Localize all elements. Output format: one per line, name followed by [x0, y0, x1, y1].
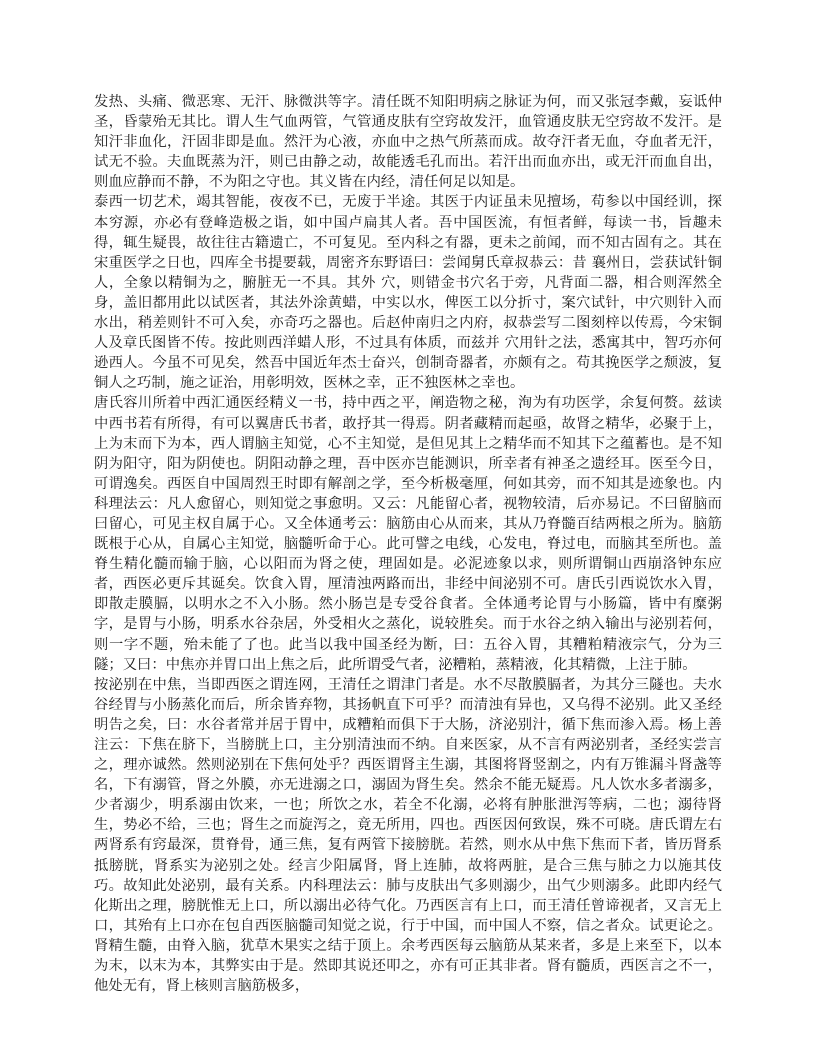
paragraph-4: 按泌别在中焦，当即西医之谓连网，王清任之谓津门者是。水不尽散膜膈者，为其分三隧也。夫水谷经胃与小肠蒸化而后，所余皆弃物，其扬帆直下可乎？而清浊有异也，又乌得不泌别。此又圣经明告之矣，曰：水谷者常并居于胃中，成糟粕而俱下于大肠，济泌别汁，循下焦而渗入焉。杨上善注云：下焦在脐下，当膀胱上口，主分别清浊而不纳。自来医家，从不言有两泌别者，圣经实尝言之，理亦诚然。然则泌别在下焦何处乎？西医谓肾主生溺，其图将肾竖割之，内有万锥漏斗肾盏等名，下有溺管，肾之外膜，亦无进溺之口，溺固为肾生矣。然余不能无疑焉。凡人饮水多者溺多，少者溺少，明系溺由饮来，一也；所饮之水，若全不化溺，必将有肿胀泄泻等病，二也；溺待肾生，势必不给，三也；肾生之而旋泻之，竟无所用，四也。西医因何致误，殊不可晓。唐氏谓左右两肾系有窍最深，贯脊骨，通三焦，复有两管下接膀胱。若然，则水从中焦下焦而下者，皆历肾系抵膀胱，肾系实为泌别之处。经言少阳属肾，肾上连肺，故将两脏，是合三焦与肺之力以施其伎巧。故知此处泌别，最有关系。内科理法云：肺与皮肤出气多则溺少，出气少则溺多。此即内经气化斯出之理，膀胱惟无上口，所以溺出必待气化。乃西医言有上口，而王清任曾谛视者，又言无上口，其殆有上口亦在包自西医脑髓司知觉之说，行于中国，而中国人不察，信之者众。试更论之。肾精生髓，由脊入脑，犹草木果实之结于顶上。余考西医每云脑筋从某来者，多是上来至下，以本为末，以末为本，其弊实由于是。然即其说还叩之，亦有可正其非者。肾有髓质，西医言之不一，他处无有，肾上核则言脑筋极多， — [94, 676, 722, 995]
paragraph-1: 发热、头痛、微恶寒、无汗、脉微洪等字。清任既不知阳明病之脉证为何，而又张冠李戴，妄诋仲圣，昏蒙殆无其比。谓人生气血两管，气管通皮肤有空窍故发汗，血管通皮肤无空窍故不发汗。是知汗非血化，汗固非即是血。然汗为心液，亦血中之热气所蒸而成。故夺汗者无血，夺血者无汗，试无不验。夫血既蒸为汗，则已由静之动，故能透毛孔而出。若汗出而血亦出，或无汗而血自出，则血应静而不静，不为阳之守也。其义皆在内经，清任何足以知是。 — [94, 94, 722, 191]
paragraph-3: 唐氏容川所着中西汇通医经精义一书，持中西之平，阐造物之秘，洵为有功医学，余复何赘。兹读中西书若有所得，有可以翼唐氏书者，敢抒其一得焉。阴者藏精而起亟，故肾之精华，必聚于上，上为末而下为本，西人谓脑主知觉，心不主知觉，是但见其上之精华而不知其下之蕴蓄也。是不知阴为阳守，阳为阴使也。阴阳动静之理，吾中医亦岂能测识，所幸者有神圣之遗经耳。医至今日，可谓逸矣。西医自中国周烈王时即有解剖之学，至今析极毫厘，何如其旁，而不知其是迹象也。内科理法云：凡人愈留心，则知觉之事愈明。又云：凡能留心者，视物较清，后亦易记。不曰留脑而曰留心，可见主权自属于心。又全体通考云：脑筋由心从而来，其从乃脊髓百结两根之所为。脑筋既根于心从，自属心主知觉，脑髓听命于心。此可譬之电线，心发电，脊过电，而脑其至所也。盖脊生精化髓而输于脑，心以阳而为肾之使，理固如是。必泥迹象以求，则所谓铜山西崩洛钟东应者，西医必更斥其诞矣。饮食入胃，厘清浊两路而出，非经中间泌别不可。唐氏引西说饮水入胃，即散走膜膈，以明水之不入小肠。然小肠岂是专受谷食者。全体通考论胃与小肠篇，皆中有糜粥字，是胃与小肠，明系水谷杂居，外受相火之蒸化，说较胜矣。而于水谷之纳入输出与泌别若何，则一字不题，殆未能了了也。此当以我中国圣经为断，曰：五谷入胃，其糟粕精液宗气，分为三隧；又曰：中焦亦并胃口出上焦之后，此所谓受气者，泌糟粕，蒸精液，化其精微，上注于肺。 — [94, 395, 722, 673]
document-page — [94, 92, 722, 1032]
paragraph-2: 泰西一切艺术，竭其智能，夜夜不已，无废于半途。其医于内证虽未见擅场，苟参以中国经训，探本穷源，亦必有登峰造极之诣，如中国卢扁其人者。吾中国医流，有恒者鲜，每读一书，旨趣未得，辄生疑畏，故往往古籍遗亡，不可复见。至内科之有器，更未之前闻，而不知古固有之。其在宋重医学之日也，四库全书提要载，周密齐东野语曰：尝闻舅氏章叔恭云：昔 襄州日，尝获试针铜人，全象以精铜为之，腑脏无一不具。其外 穴，则错金书穴名于旁，凡背面二器，相合则浑然全身，盖旧都用此以试医者，其法外涂黄蜡，中实以水，俾医工以分折寸，案穴试针，中穴则针入而水出，稍差则针不可入矣，亦奇巧之器也。后赵仲南归之内府，叔恭尝写二图刻梓以传焉，今宋铜人及章氏图皆不传。按此则西洋蜡人形，不过具有体质，而兹并 穴用针之法，悉寓其中，智巧亦何逊西人。今虽不可见矣，然吾中国近年杰士奋兴，创制奇器者，亦颇有之。苟其挽医学之颓波，复铜人之巧制，施之证治，用彰明效，医林之幸，正不独医林之幸也。 — [94, 194, 722, 392]
